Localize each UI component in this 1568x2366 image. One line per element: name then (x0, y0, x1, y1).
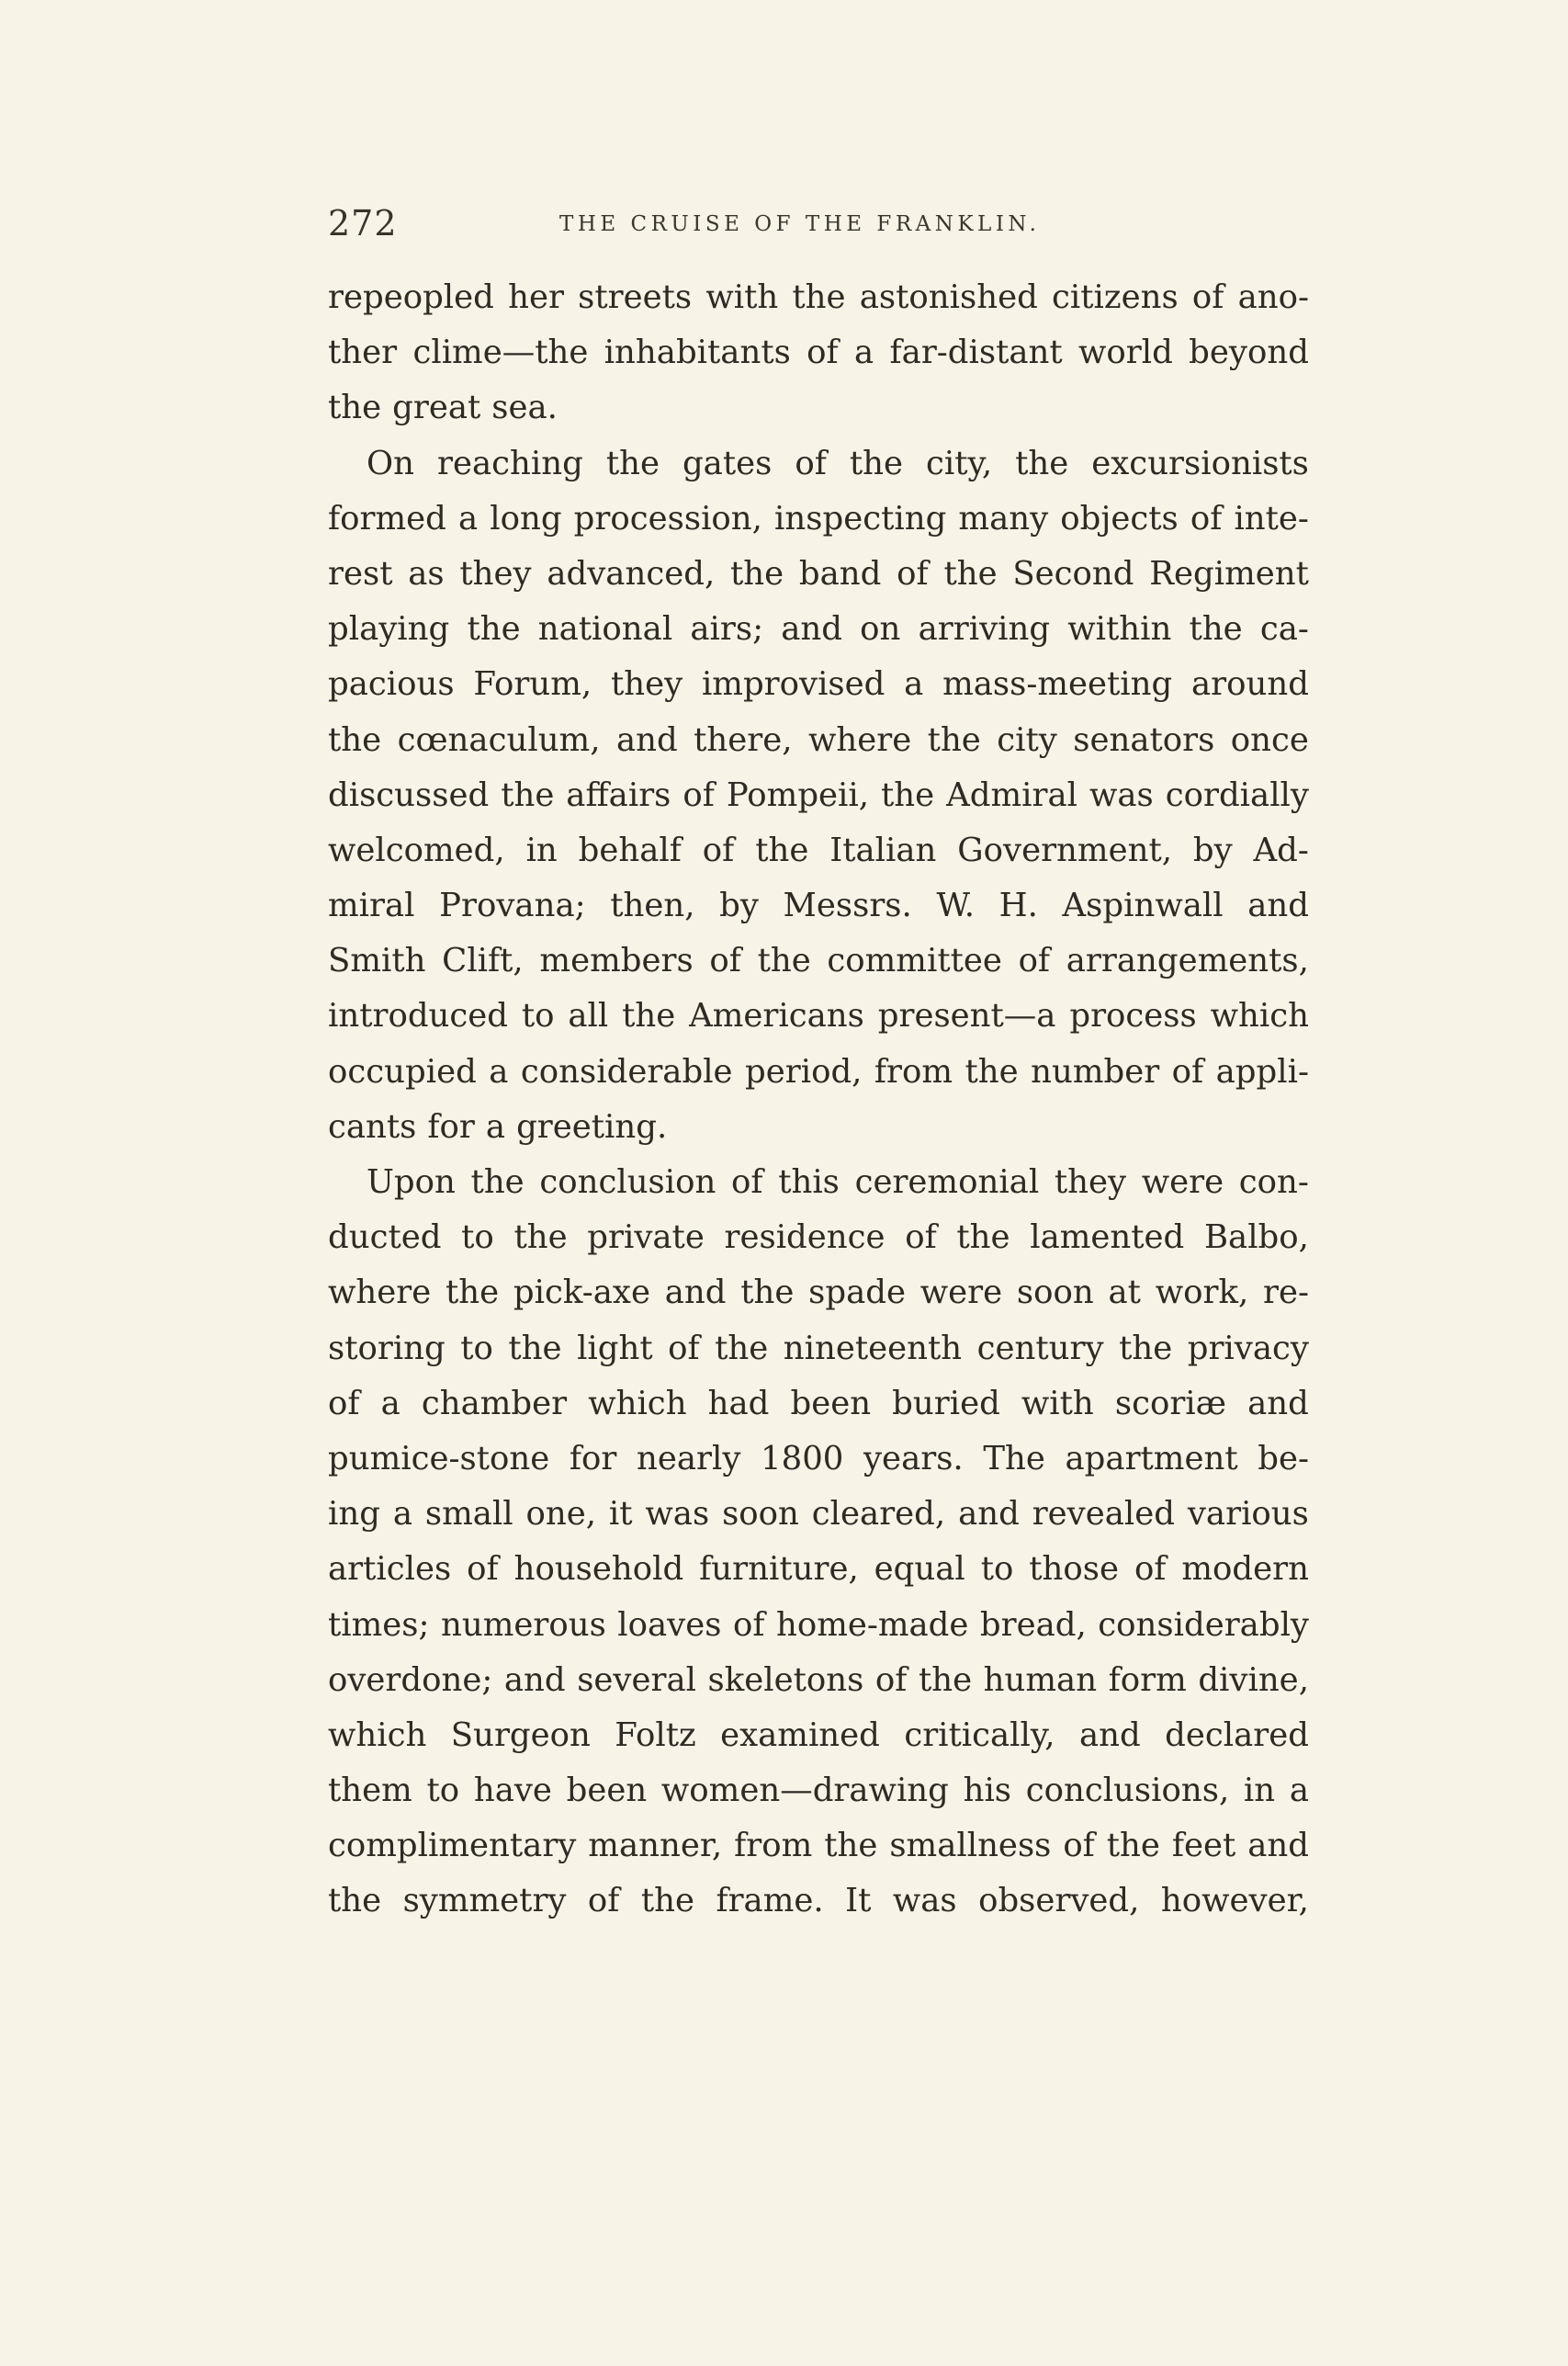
running-head (328, 200, 1309, 246)
text-line: them to have been women—drawing his conclusions, in a (328, 1772, 1309, 1810)
text-line: welcomed, in behalf of the Italian Government, by Ad- (328, 831, 1309, 869)
text-line: ther clime—the inhabitants of a far-distant world beyond (328, 334, 1309, 372)
text-line: complimentary manner, from the smallness of the feet and (328, 1827, 1309, 1865)
text-line: articles of household furniture, equal to those of modern (328, 1550, 1309, 1589)
text-line: pumice-stone for nearly 1800 years. The apartment be- (328, 1439, 1309, 1477)
body-text (328, 270, 1309, 1930)
text-line: Upon the conclusion of this ceremonial they were con- (367, 1163, 1309, 1201)
text-line: On reaching the gates of the city, the excursionists (367, 444, 1309, 482)
text-line: introduced to all the Americans present—a process which (328, 997, 1309, 1036)
text-line: repeopled her streets with the astonished citizens of ano- (328, 278, 1309, 316)
text-line: the symmetry of the frame. It was observed, however, (328, 1882, 1309, 1920)
running-title: THE CRUISE OF THE FRANKLIN. (559, 212, 1041, 236)
text-line: pacious Forum, they improvised a mass-meeting around (328, 665, 1309, 704)
text-line: Smith Clift, members of the committee of arrangements, (328, 942, 1309, 980)
text-line: cants for a greeting. (328, 1107, 668, 1146)
text-line: rest as they advanced, the band of the Second Regiment (328, 554, 1309, 593)
text-line: playing the national airs; and on arriving within the ca- (328, 610, 1309, 649)
page-number: 272 (328, 203, 398, 243)
text-line: times; numerous loaves of home-made bread, considerably (328, 1605, 1309, 1644)
text-line: the cœnaculum, and there, where the city senators once (328, 720, 1309, 759)
text-line: storing to the light of the nineteenth century the privacy (328, 1329, 1309, 1367)
text-line: which Surgeon Foltz examined critically, and declared (328, 1715, 1309, 1754)
text-line: overdone; and several skeletons of the human form divine, (328, 1660, 1309, 1699)
text-line: discussed the affairs of Pompeii, the Admiral was cordially (328, 775, 1309, 814)
text-line: of a chamber which had been buried with scoriæ and (328, 1384, 1309, 1422)
text-line: miral Provana; then, by Messrs. W. H. Aspinwall and (328, 887, 1309, 925)
text-line: ducted to the private residence of the lamented Balbo, (328, 1218, 1309, 1257)
text-line: occupied a considerable period, from the number of appli- (328, 1052, 1309, 1091)
text-line: ing a small one, it was soon cleared, and revealed various (328, 1495, 1309, 1534)
text-line: where the pick-axe and the spade were soon at work, re- (328, 1274, 1309, 1312)
text-line: the great sea. (328, 389, 558, 427)
text-line: formed a long procession, inspecting many objects of inte- (328, 499, 1309, 538)
